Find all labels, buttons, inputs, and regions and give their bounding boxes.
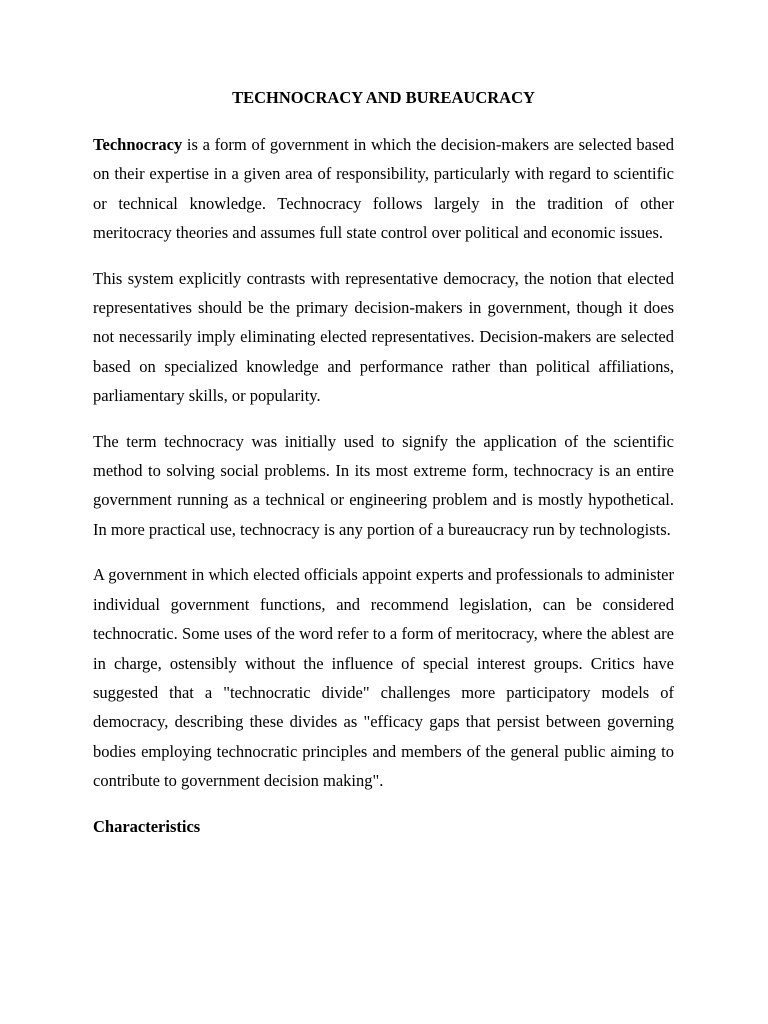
paragraph-text: is a form of government in which the decision-makers are selected based on their expertise in a given area of responsibility, particularly with regard to scientific or technical knowledge. Technocracy follows largely in the tradition of other meritocracy theories and assumes full state control over political and economic issues. bbox=[93, 135, 674, 243]
paragraph-definition bbox=[93, 130, 674, 248]
paragraph-term-origin: The term technocracy was initially used to signify the application of the scientific method to solving social problems. In its most extreme form, technocracy is an entire government running as a technical or engineering problem and is mostly hypothetical. In more practical use, technocracy is any portion of a bureaucracy run by technologists. bbox=[93, 431, 674, 539]
paragraph-government-experts: A government in which elected officials appoint experts and professionals to administer individual government functions, and recommend legislation, can be considered technocratic. Some uses of the word refer to a form of meritocracy, where the ablest are in charge, ostensibly without the influence of special interest groups. Critics have suggested that a "technocratic divide" challenges more participatory models of democracy, describing these divides as "efficacy gaps that persist between governing bodies employing technocratic principles and members of the general public aiming to contribute to government decision making". bbox=[93, 565, 674, 791]
paragraph-contrast: This system explicitly contrasts with representative democracy, the notion that elected representatives should be the primary decision-makers in government, though it does not necessarily imply eliminating elected representatives. Decision-makers are selected based on specialized knowledge and performance rather than political affiliations, parliamentary skills, or popularity. bbox=[93, 268, 674, 406]
document-body bbox=[93, 130, 674, 841]
document-title: TECHNOCRACY AND BUREAUCRACY bbox=[232, 88, 535, 107]
section-heading-characteristics: Characteristics bbox=[93, 816, 201, 836]
lead-term: Technocracy bbox=[93, 135, 183, 154]
